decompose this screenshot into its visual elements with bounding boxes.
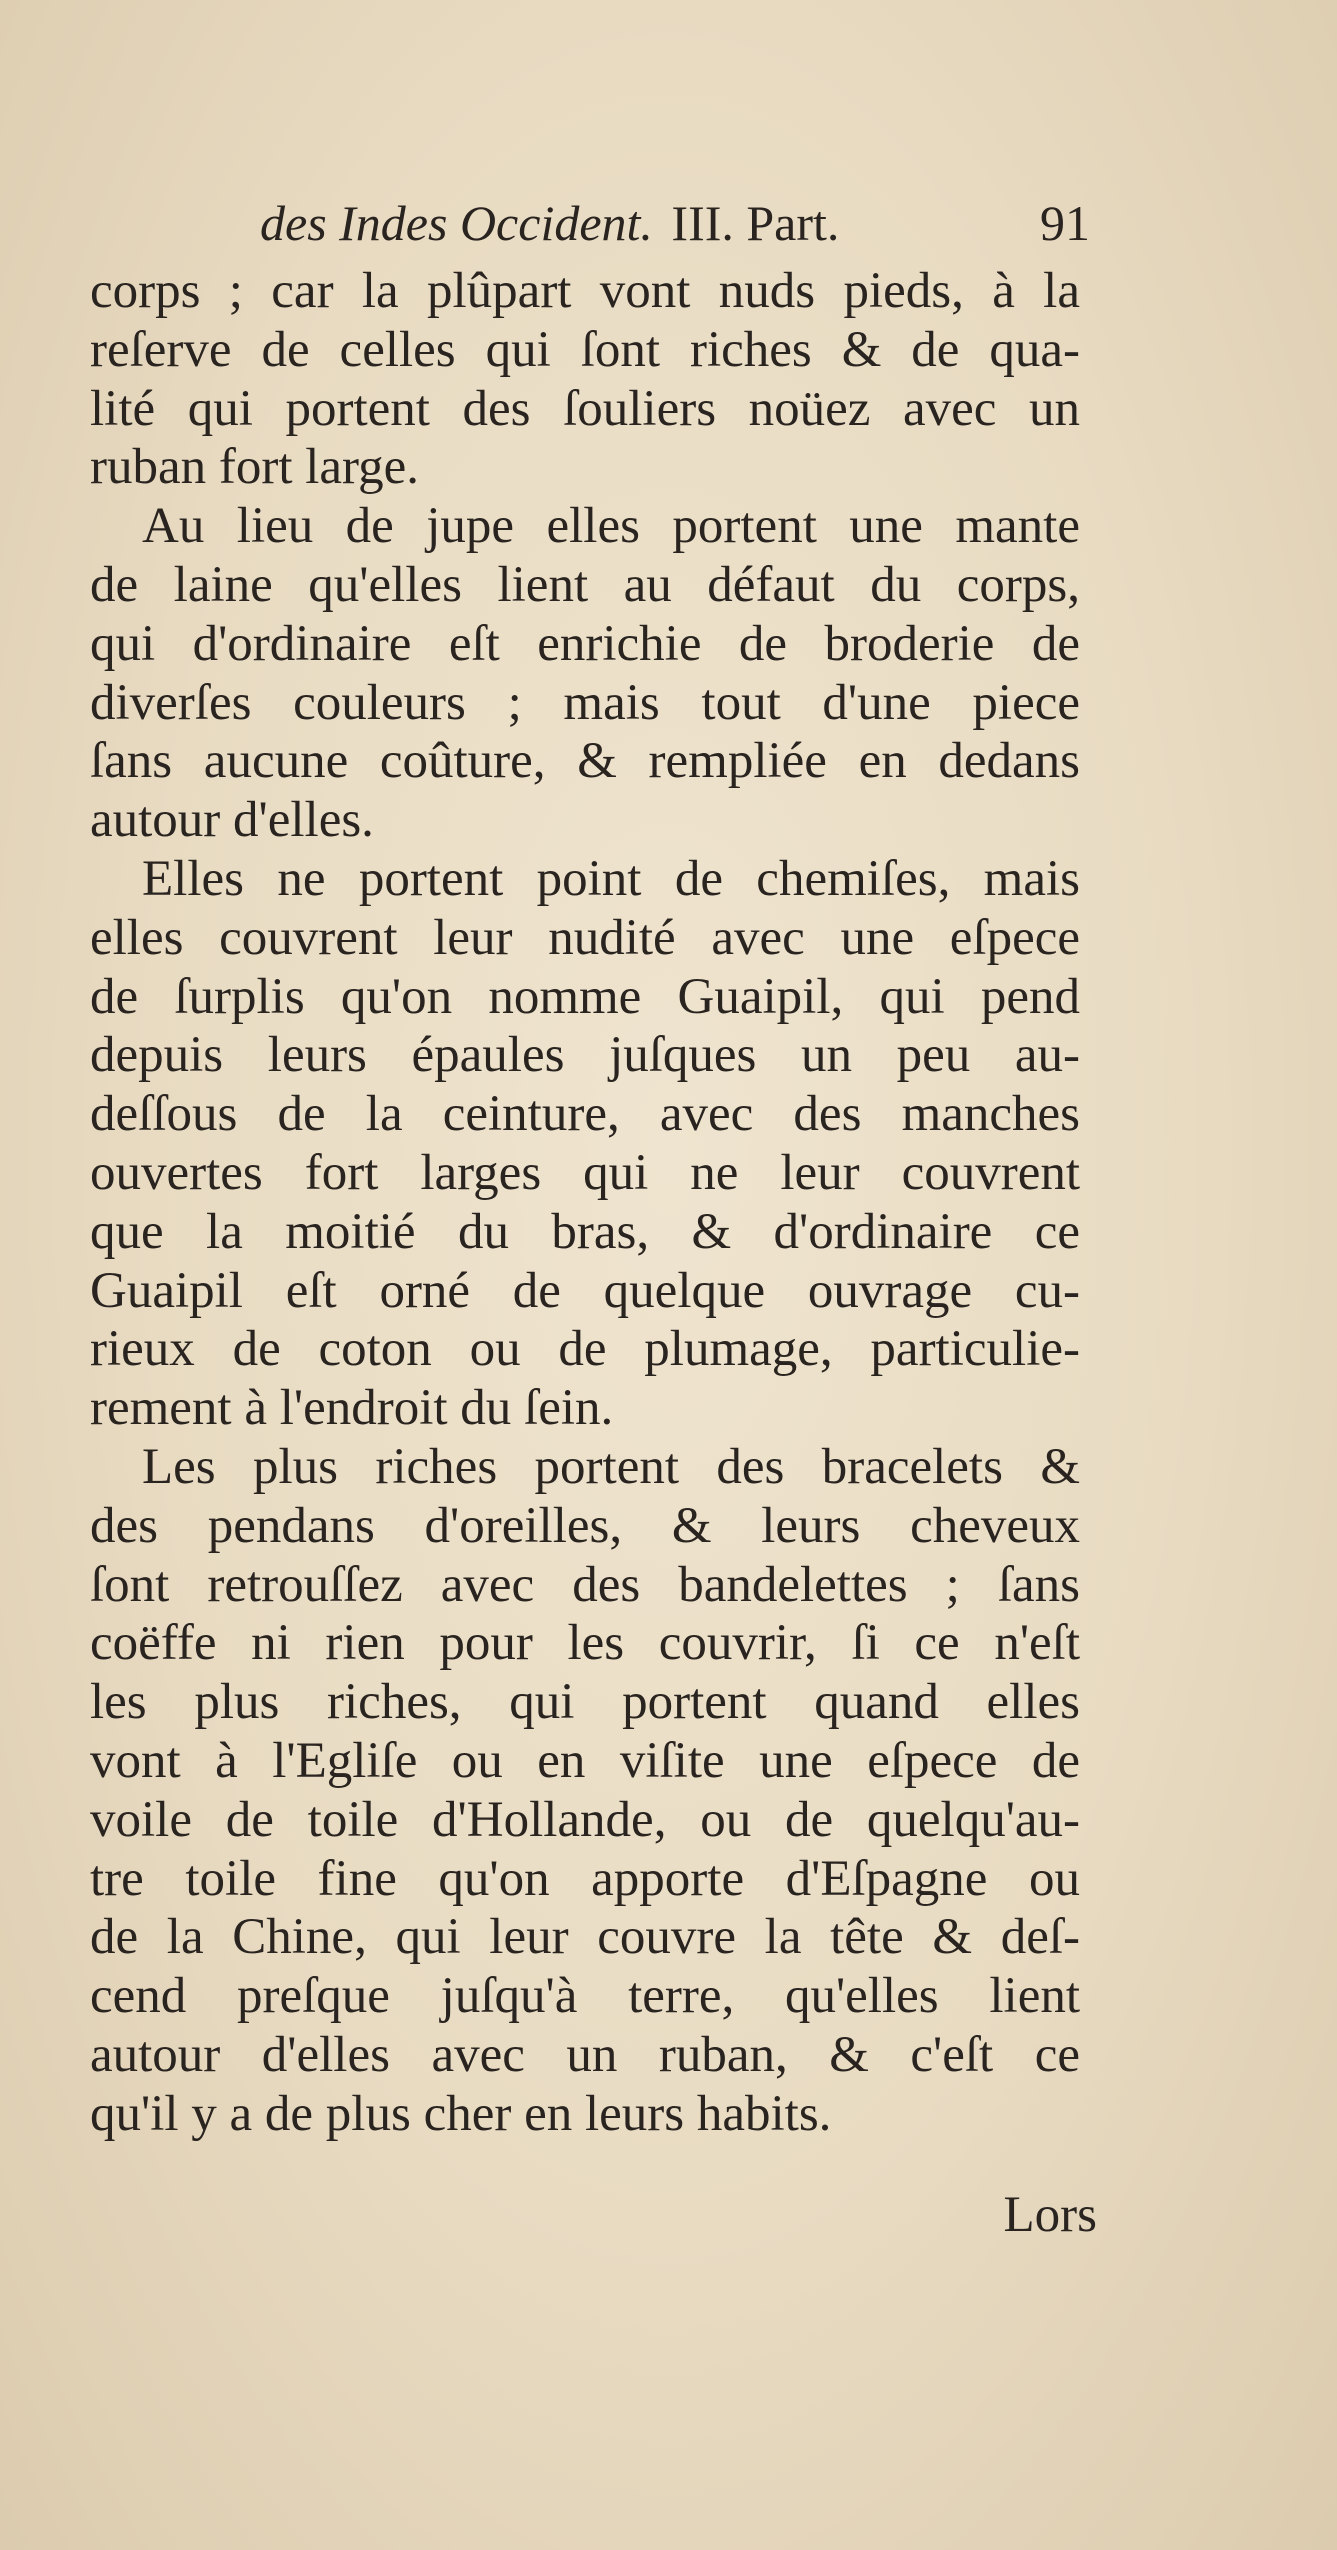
text-line: rement à l'endroit du ſein.	[90, 1380, 614, 1437]
text-line: de ſurplis qu'on nomme Guaipil, qui pend	[90, 968, 1080, 1025]
text-line: depuis leurs épaules juſques un peu au-	[90, 1027, 1080, 1084]
text-line: qui d'ordinaire eſt enrichie de broderie de	[90, 615, 1080, 672]
text-line: Elles ne portent point de chemiſes, mais	[142, 850, 1080, 907]
text-line: tre toile fine qu'on apporte d'Eſpagne ou	[90, 1850, 1080, 1907]
text-line: autour d'elles.	[90, 792, 374, 849]
text-line: vont à l'Egliſe ou en viſite une eſpece de	[90, 1732, 1080, 1789]
catchword: Lors	[1003, 2187, 1097, 2243]
running-head-title: des Indes Occident.	[260, 195, 653, 251]
text-line: elles couvrent leur nudité avec une eſpece	[90, 909, 1080, 966]
text-line: deſſous de la ceinture, avec des manches	[90, 1086, 1080, 1143]
body-text	[90, 262, 1080, 2144]
text-line: corps ; car la plûpart vont nuds pieds, à la	[90, 263, 1080, 319]
running-head	[260, 188, 1090, 258]
page-number: 91	[1040, 195, 1090, 251]
text-line: Les plus riches portent des bracelets &	[142, 1438, 1080, 1495]
text-line: coëffe ni rien pour les couvrir, ſi ce n'eſt	[90, 1615, 1080, 1672]
text-line: lité qui portent des ſouliers noüez avec un	[90, 380, 1080, 437]
text-line: de la Chine, qui leur couvre la tête & deſ-	[90, 1909, 1080, 1966]
text-line: des pendans d'oreilles, & leurs cheveux	[90, 1497, 1080, 1554]
text-line: Guaipil eſt orné de quelque ouvrage cu-	[90, 1262, 1080, 1319]
text-line: voile de toile d'Hollande, ou de quelqu'au-	[90, 1791, 1080, 1848]
text-line: de laine qu'elles lient au défaut du corps,	[90, 556, 1080, 613]
text-line: les plus riches, qui portent quand elles	[90, 1674, 1080, 1731]
text-line: cend preſque juſqu'à terre, qu'elles lient	[90, 1968, 1080, 2025]
text-line: qu'il y a de plus cher en leurs habits.	[90, 2085, 832, 2142]
running-head-part: III. Part.	[671, 195, 840, 251]
text-line: diverſes couleurs ; mais tout d'une piece	[90, 674, 1080, 731]
text-line: ruban fort large.	[90, 439, 420, 496]
text-line: rieux de coton ou de plumage, particulie-	[90, 1321, 1080, 1378]
text-line: autour d'elles avec un ruban, & c'eſt ce	[90, 2026, 1080, 2083]
text-line: ſont retrouſſez avec des bandelettes ; ſans	[90, 1556, 1080, 1613]
text-line: que la moitié du bras, & d'ordinaire ce	[90, 1203, 1080, 1260]
text-line: Au lieu de jupe elles portent une mante	[142, 498, 1080, 555]
text-line: ouvertes fort larges qui ne leur couvrent	[90, 1144, 1080, 1201]
text-line: ſans aucune coûture, & rempliée en dedans	[90, 733, 1080, 790]
text-line: reſerve de celles qui ſont riches & de qua-	[90, 321, 1080, 378]
